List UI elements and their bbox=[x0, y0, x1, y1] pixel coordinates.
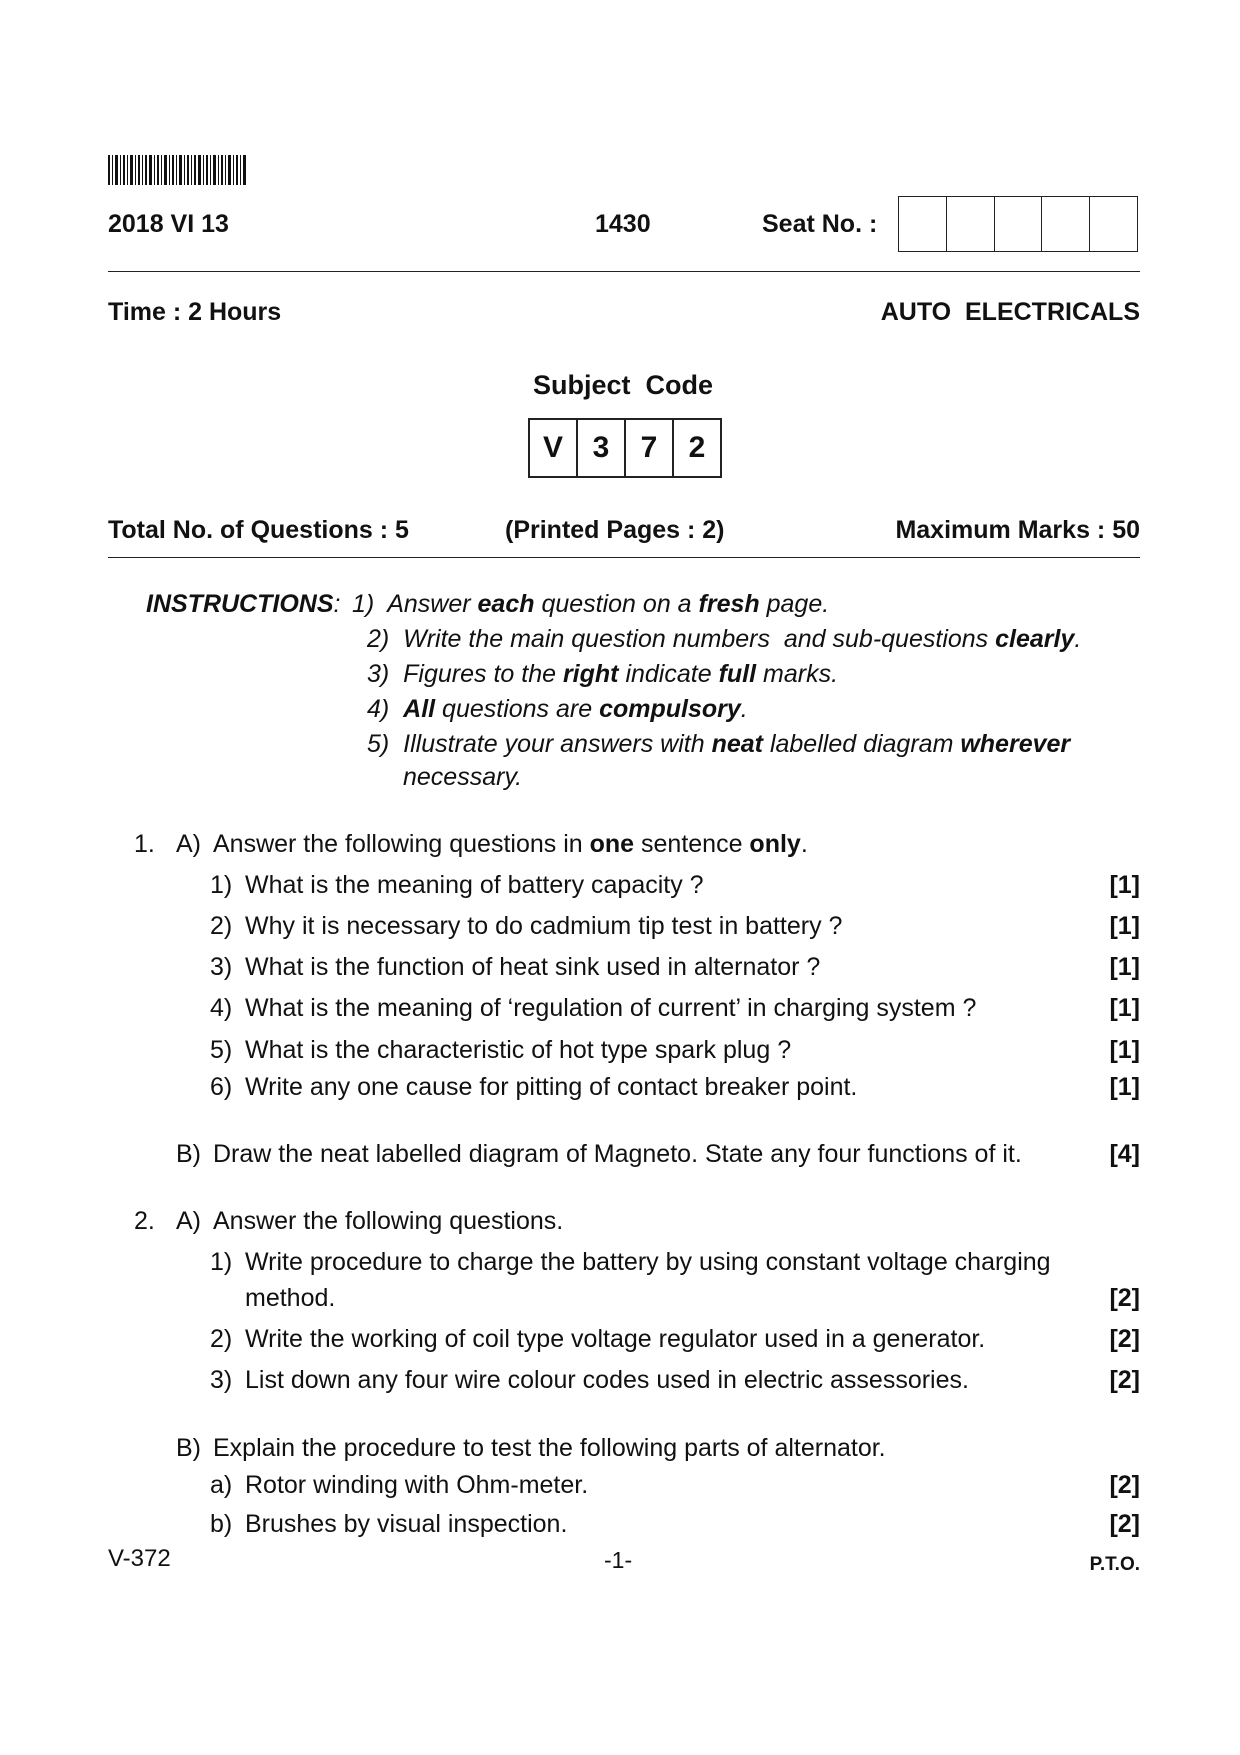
q1-item-marks: [1] bbox=[1109, 1073, 1140, 1101]
question-1-number: 1. bbox=[134, 830, 155, 858]
prompt-text: Answer the following questions in bbox=[213, 830, 590, 858]
question-1b-marks: [4] bbox=[1109, 1140, 1140, 1168]
maximum-marks: Maximum Marks : 50 bbox=[895, 516, 1140, 544]
barcode bbox=[108, 155, 248, 185]
seat-box[interactable] bbox=[1090, 197, 1137, 251]
instruction-text: marks. bbox=[756, 660, 839, 688]
total-questions: Total No. of Questions : 5 bbox=[108, 516, 409, 544]
q2b-item-marks: [2] bbox=[1109, 1510, 1140, 1538]
question-1a-prompt bbox=[213, 830, 808, 859]
seat-box[interactable] bbox=[1042, 197, 1090, 251]
question-2b-prompt: Explain the procedure to test the following parts of alternator. bbox=[213, 1434, 886, 1462]
q2-item-text: Write the working of coil type voltage regulator used in a generator. bbox=[245, 1325, 986, 1353]
instructions-label bbox=[146, 590, 340, 619]
q2b-item-letter: a) bbox=[210, 1471, 233, 1499]
question-2-number: 2. bbox=[134, 1207, 155, 1235]
q2-item-number: 2) bbox=[210, 1325, 233, 1353]
subject-code-boxes bbox=[528, 418, 722, 478]
footer-paper-code: V-372 bbox=[108, 1545, 171, 1572]
question-1b-label: B) bbox=[176, 1140, 201, 1168]
instruction-text: Illustrate your answers with bbox=[403, 730, 712, 758]
instruction-text: labelled diagram bbox=[763, 730, 961, 758]
q2b-item-marks: [2] bbox=[1109, 1471, 1140, 1499]
instruction-text: indicate bbox=[618, 660, 719, 688]
subject-title: AUTO ELECTRICALS bbox=[880, 298, 1140, 326]
q1-item-number: 2) bbox=[210, 912, 233, 940]
q1-item-text: Why it is necessary to do cadmium tip test in battery ? bbox=[245, 912, 843, 940]
seat-number-boxes[interactable] bbox=[898, 196, 1138, 252]
instruction-num: 3) bbox=[367, 660, 390, 688]
instruction-bold: wherever bbox=[960, 730, 1071, 758]
q1-item-marks: [1] bbox=[1109, 871, 1140, 899]
instructions-divider bbox=[108, 557, 1140, 558]
subject-code-char: 7 bbox=[626, 420, 674, 476]
subject-code-char: 3 bbox=[578, 420, 626, 476]
printed-pages: (Printed Pages : 2) bbox=[505, 516, 725, 544]
instruction-text: questions are bbox=[435, 695, 600, 723]
q1-item-marks: [1] bbox=[1109, 1036, 1140, 1064]
q2-item-text: Write procedure to charge the battery by using constant voltage charging bbox=[245, 1248, 1051, 1276]
paper-number: 1430 bbox=[595, 210, 651, 238]
instruction-text: Write the main question numbers and sub-questions bbox=[403, 625, 996, 653]
prompt-text: sentence bbox=[634, 830, 750, 858]
q1-item-text: What is the meaning of battery capacity ? bbox=[245, 871, 704, 899]
instruction-1 bbox=[352, 590, 829, 619]
subject-code-char: 2 bbox=[688, 431, 706, 464]
q2-item-marks: [2] bbox=[1109, 1366, 1140, 1394]
instruction-bold: neat bbox=[711, 730, 763, 758]
instruction-text: . bbox=[740, 695, 748, 723]
q1-item-number: 5) bbox=[210, 1036, 233, 1064]
header-divider bbox=[108, 271, 1140, 272]
instruction-5-continued: necessary. bbox=[403, 763, 523, 791]
q2-item-number: 1) bbox=[210, 1248, 233, 1276]
seat-box[interactable] bbox=[947, 197, 995, 251]
q1-item-text: What is the characteristic of hot type spark plug ? bbox=[245, 1036, 792, 1064]
q1-item-marks: [1] bbox=[1109, 994, 1140, 1022]
q1-item-marks: [1] bbox=[1109, 912, 1140, 940]
instruction-bold: each bbox=[477, 590, 535, 618]
q1-item-marks: [1] bbox=[1109, 953, 1140, 981]
question-1b-text: Draw the neat labelled diagram of Magneto. State any four functions of it. bbox=[213, 1140, 1022, 1168]
instruction-2 bbox=[367, 625, 1081, 654]
instruction-text: question on a bbox=[534, 590, 699, 618]
instruction-5 bbox=[367, 730, 1070, 759]
instruction-num: 5) bbox=[367, 730, 390, 758]
instruction-text: Figures to the bbox=[403, 660, 563, 688]
footer-page-number: -1- bbox=[604, 1547, 633, 1573]
q2b-item-text: Brushes by visual inspection. bbox=[245, 1510, 568, 1538]
q2-item-text-continued: method. bbox=[245, 1284, 336, 1312]
q2b-item-text: Rotor winding with Ohm-meter. bbox=[245, 1471, 589, 1499]
question-2a-prompt: Answer the following questions. bbox=[213, 1207, 564, 1235]
instruction-bold: right bbox=[562, 660, 619, 688]
paper-code: 2018 VI 13 bbox=[108, 210, 229, 238]
footer-pto: P.T.O. bbox=[1089, 1554, 1140, 1575]
q2-item-number: 3) bbox=[210, 1366, 233, 1394]
seat-box[interactable] bbox=[995, 197, 1043, 251]
q2-item-text: List down any four wire colour codes used in electric assessories. bbox=[245, 1366, 969, 1394]
seat-label: Seat No. : bbox=[762, 210, 878, 238]
question-2b-label: B) bbox=[176, 1434, 201, 1462]
instruction-text: . bbox=[1074, 625, 1082, 653]
instruction-bold: compulsory bbox=[599, 695, 741, 723]
time-duration: Time : 2 Hours bbox=[108, 298, 282, 326]
q1-item-text: Write any one cause for pitting of contact breaker point. bbox=[245, 1073, 858, 1101]
question-1a-label: A) bbox=[176, 830, 201, 858]
subject-code-label: Subject Code bbox=[533, 370, 714, 400]
prompt-bold: one bbox=[589, 830, 635, 858]
q1-item-number: 1) bbox=[210, 871, 233, 899]
q2-item-marks: [2] bbox=[1109, 1325, 1140, 1353]
q2b-item-letter: b) bbox=[210, 1510, 233, 1538]
instruction-4 bbox=[367, 695, 748, 724]
instruction-num: 4) bbox=[367, 695, 390, 723]
q1-item-text: What is the meaning of ‘regulation of current’ in charging system ? bbox=[245, 994, 977, 1022]
instruction-bold: full bbox=[718, 660, 757, 688]
instructions-colon: : bbox=[333, 590, 341, 618]
q1-item-number: 3) bbox=[210, 953, 233, 981]
seat-box[interactable] bbox=[899, 197, 947, 251]
q2-item-marks: [2] bbox=[1109, 1284, 1140, 1312]
question-2a-label: A) bbox=[176, 1207, 201, 1235]
instruction-num: 1) bbox=[352, 590, 375, 618]
instruction-3 bbox=[367, 660, 838, 689]
q1-item-text: What is the function of heat sink used in alternator ? bbox=[245, 953, 821, 981]
instruction-text: Answer bbox=[387, 590, 478, 618]
instructions-label-text: INSTRUCTIONS bbox=[146, 590, 334, 618]
q1-item-number: 4) bbox=[210, 994, 233, 1022]
instruction-num: 2) bbox=[367, 625, 390, 653]
instruction-bold: fresh bbox=[698, 590, 760, 618]
prompt-text: . bbox=[800, 830, 808, 858]
instruction-text: page. bbox=[759, 590, 830, 618]
instruction-bold: All bbox=[403, 695, 436, 723]
instruction-bold: clearly bbox=[995, 625, 1075, 653]
subject-code-char: V bbox=[530, 420, 578, 476]
prompt-bold: only bbox=[749, 830, 801, 858]
q1-item-number: 6) bbox=[210, 1073, 233, 1101]
